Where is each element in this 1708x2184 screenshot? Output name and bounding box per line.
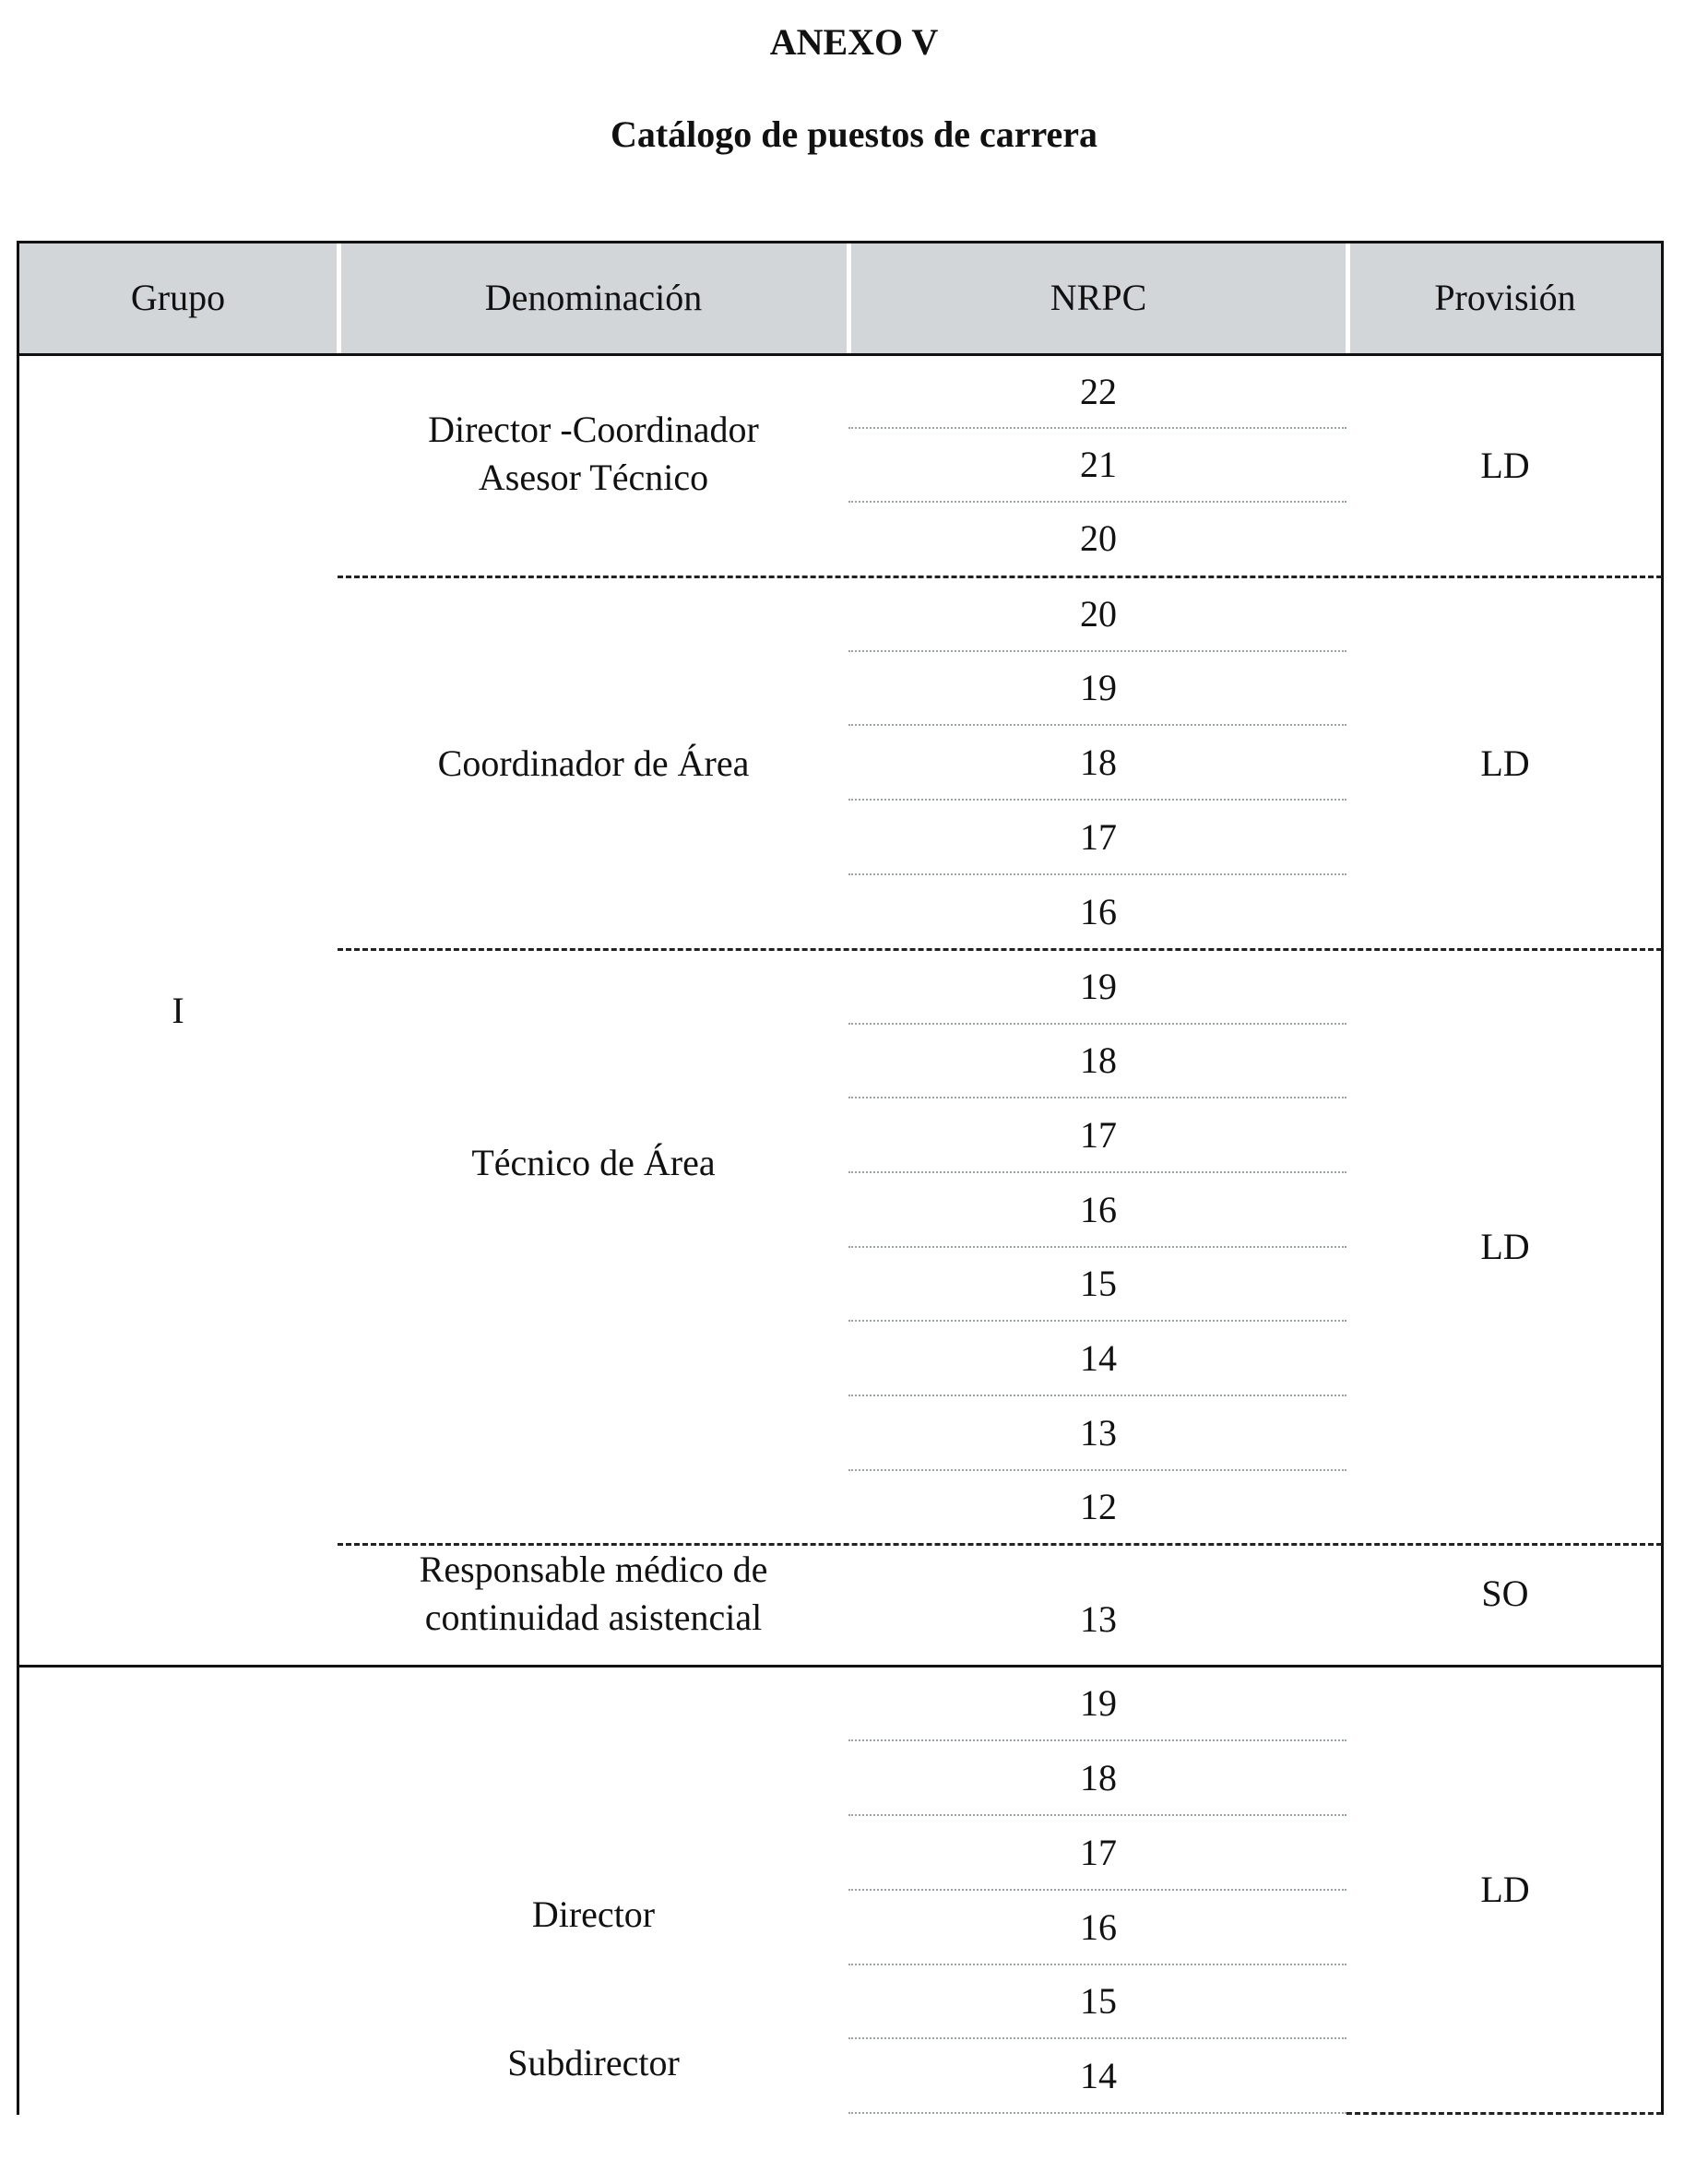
nrpc-value: 14 — [1080, 2054, 1117, 2096]
nrpc-value: 18 — [1080, 1039, 1117, 1081]
nrpc-value: 15 — [1080, 1980, 1117, 2022]
nrpc-value: 12 — [1080, 1486, 1117, 1527]
nrpc-value: 14 — [1080, 1336, 1117, 1379]
nrpc-value: 13 — [1080, 1411, 1117, 1454]
nrpc-value: 22 — [1080, 370, 1117, 412]
nrpc-value: 19 — [1080, 1682, 1117, 1724]
nrpc-value: 16 — [1080, 1905, 1117, 1948]
document-title: ANEXO V — [769, 21, 939, 63]
document-subtitle: Catálogo de puestos de carrera — [610, 113, 1098, 155]
provision-value: LD — [1480, 445, 1530, 486]
provision-value: LD — [1480, 1869, 1530, 1910]
denominacion-item: Director — [531, 1893, 656, 1935]
denominacion-line: Asesor Técnico — [478, 457, 709, 498]
nrpc-value: 18 — [1080, 1756, 1117, 1798]
nrpc-value: 20 — [1080, 593, 1117, 635]
table-top-border — [18, 241, 1664, 243]
nrpc-value: 17 — [1080, 815, 1117, 858]
denominacion-line: Director -Coordinador — [428, 409, 759, 450]
denominacion-cell — [339, 1546, 848, 1642]
denominacion-item: Subdirector — [507, 2042, 680, 2083]
denominacion-cell — [339, 578, 848, 948]
nrpc-value: 20 — [1080, 517, 1117, 559]
denominacion-line: continuidad asistencial — [424, 1596, 763, 1638]
nrpc-value: 19 — [1080, 667, 1117, 708]
nrpc-value: 15 — [1080, 1263, 1117, 1304]
denominacion-line: Técnico de Área — [471, 1142, 716, 1183]
nrpc-value: 16 — [1080, 890, 1117, 932]
denominacion-cell — [339, 356, 848, 552]
header-provision: Provisión — [1434, 277, 1576, 318]
denominacion-line: Responsable médico de — [419, 1549, 768, 1590]
nrpc-divider — [848, 2112, 1346, 2114]
denominacion-line: Coordinador de Área — [437, 742, 750, 784]
group-label: I — [172, 989, 184, 1031]
provision-value: LD — [1480, 742, 1530, 784]
nrpc-value: 13 — [1080, 1598, 1117, 1640]
block-separator — [1346, 2112, 1662, 2115]
nrpc-value: 19 — [1080, 966, 1117, 1007]
provision-value: LD — [1480, 1226, 1530, 1267]
nrpc-value: 17 — [1080, 1831, 1117, 1873]
nrpc-value: 21 — [1080, 444, 1117, 485]
header-nrpc: NRPC — [1050, 277, 1147, 318]
header-grupo: Grupo — [130, 277, 226, 318]
nrpc-value: 16 — [1080, 1188, 1117, 1230]
denominacion-cell — [339, 951, 848, 1375]
nrpc-value: 17 — [1080, 1113, 1117, 1156]
nrpc-value: 18 — [1080, 741, 1117, 783]
header-denominacion: Denominación — [484, 277, 703, 318]
provision-value: SO — [1481, 1573, 1529, 1614]
